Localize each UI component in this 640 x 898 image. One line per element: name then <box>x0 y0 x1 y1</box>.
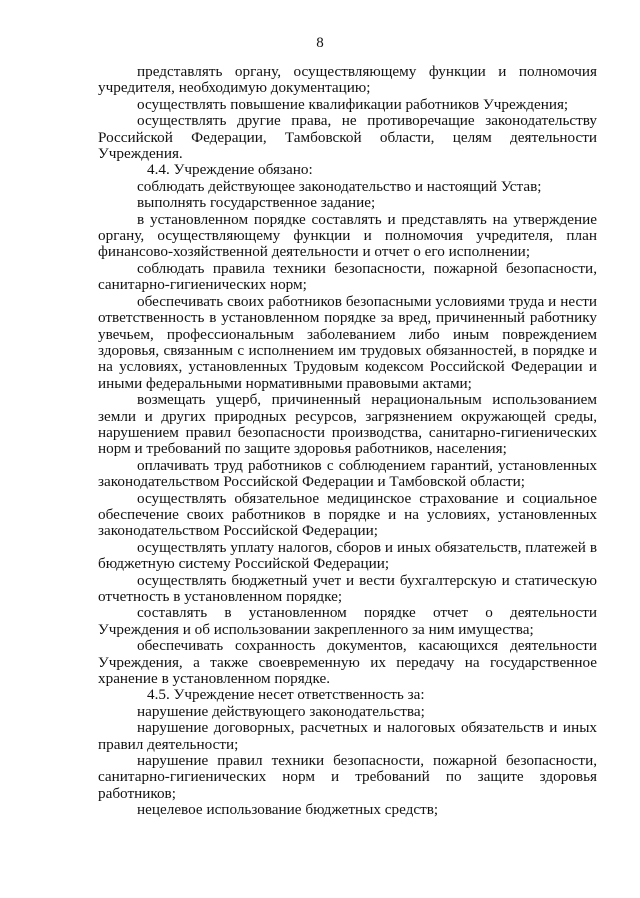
paragraph: составлять в установленном порядке отчет о деятельности Учреждения и об использовании закрепленного за ним имущества; <box>98 604 597 638</box>
paragraph: обеспечивать сохранность документов, касающихся деятельности Учреждения, а также своевременную их передачу на государственное хранение в установленном порядке. <box>98 637 597 688</box>
paragraph: в установленном порядке составлять и представлять на утверждение органу, осуществляющему функции и полномочия учредителя, план финансово-хозяйственной деятельности и отчет о его исполнении; <box>98 210 597 261</box>
paragraph: выполнять государственное задание; <box>137 194 376 212</box>
paragraph: нарушение договорных, расчетных и налоговых обязательств и иных правил деятельности; <box>98 719 597 753</box>
paragraph: осуществлять бюджетный учет и вести бухгалтерскую и статическую отчетность в установленном порядке; <box>98 571 597 605</box>
paragraph: осуществлять повышение квалификации работников Учреждения; <box>137 95 569 113</box>
paragraph: возмещать ущерб, причиненный нерациональным использованием земли и других природных ресурсов, загрязнением окружающей среды, нарушением правил безопасности производства, санитарно-гигиенических норм и требований по защите здоровья работников, населения; <box>98 391 597 458</box>
paragraph: оплачивать труд работников с соблюдением гарантий, установленных законодательством Российской Федерации и Тамбовской области; <box>98 456 597 491</box>
paragraph: нарушение правил техники безопасности, пожарной безопасности, санитарно-гигиенических норм и требований по защите здоровья работников; <box>98 752 597 802</box>
paragraph: осуществлять обязательное медицинское страхование и социальное обеспечение своих работников в порядке и на условиях, установленных законодательством Российской Федерации; <box>98 489 597 540</box>
paragraph: нецелевое использование бюджетных средств; <box>137 801 439 819</box>
document-body <box>98 64 597 819</box>
paragraph: обеспечивать своих работников безопасными условиями труда и нести ответственность в установленном порядке за вред, причиненный работнику увечьем, профессиональным заболеванием либо иным повреждением здоровья, связанным с исполнением им трудовых обязанностей, в порядке и на условиях, установленных Трудовым кодексом Российской Федерации и иными федеральными нормативными правовыми актами; <box>98 292 597 392</box>
section-heading: 4.5. Учреждение несет ответственность за: <box>147 686 425 704</box>
section-heading: 4.4. Учреждение обязано: <box>147 161 313 179</box>
paragraph: осуществлять уплату налогов, сборов и иных обязательств, платежей в бюджетную систему Российской Федерации; <box>98 538 597 573</box>
paragraph: осуществлять другие права, не противоречащие законодательству Российской Федерации, Тамбовской области, целям деятельности Учреждения. <box>98 112 597 163</box>
paragraph: представлять органу, осуществляющему функции и полномочия учредителя, необходимую документацию; <box>98 63 597 97</box>
paragraph: нарушение действующего законодательства; <box>137 702 425 720</box>
paragraph: соблюдать действующее законодательство и настоящий Устав; <box>137 177 542 195</box>
paragraph: соблюдать правила техники безопасности, пожарной безопасности, санитарно-гигиенических норм; <box>98 259 597 294</box>
page-number: 8 <box>316 35 324 51</box>
